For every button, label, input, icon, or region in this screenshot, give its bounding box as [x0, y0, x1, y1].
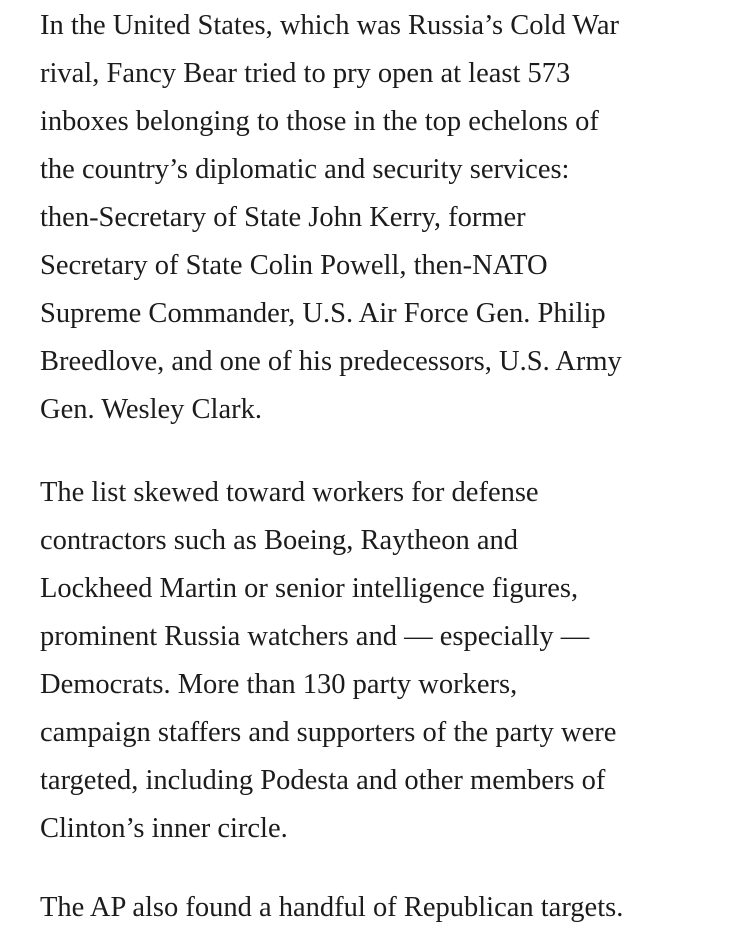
- text-line: The list skewed toward workers for defense: [40, 477, 539, 508]
- text-line: In the United States, which was Russia’s Cold War: [40, 10, 619, 41]
- text-line: Democrats. More than 130 party workers,: [40, 669, 518, 700]
- paragraph-fancy-bear-targets: [40, 2, 622, 434]
- text-line: then-Secretary of State John Kerry, former: [40, 202, 526, 233]
- text-line: Lockheed Martin or senior intelligence figures,: [40, 573, 579, 604]
- text-line: Clinton’s inner circle.: [40, 813, 288, 844]
- text-line: Supreme Commander, U.S. Air Force Gen. Philip: [40, 298, 606, 329]
- paragraph-republican-targets: [40, 884, 623, 932]
- text-line: rival, Fancy Bear tried to pry open at least 573: [40, 58, 571, 89]
- text-line: Gen. Wesley Clark.: [40, 394, 262, 425]
- text-line: contractors such as Boeing, Raytheon and: [40, 525, 519, 556]
- paragraph-target-list: [40, 469, 616, 853]
- text-line: campaign staffers and supporters of the party were: [40, 717, 617, 748]
- text-line: inboxes belonging to those in the top echelons of: [40, 106, 599, 137]
- text-line: targeted, including Podesta and other members of: [40, 765, 606, 796]
- text-line: The AP also found a handful of Republican targets.: [40, 892, 624, 923]
- text-line: the country’s diplomatic and security services:: [40, 154, 570, 185]
- text-line: Secretary of State Colin Powell, then-NATO: [40, 250, 548, 281]
- text-line: prominent Russia watchers and — especially —: [40, 621, 590, 652]
- text-line: Breedlove, and one of his predecessors, U.S. Army: [40, 346, 622, 377]
